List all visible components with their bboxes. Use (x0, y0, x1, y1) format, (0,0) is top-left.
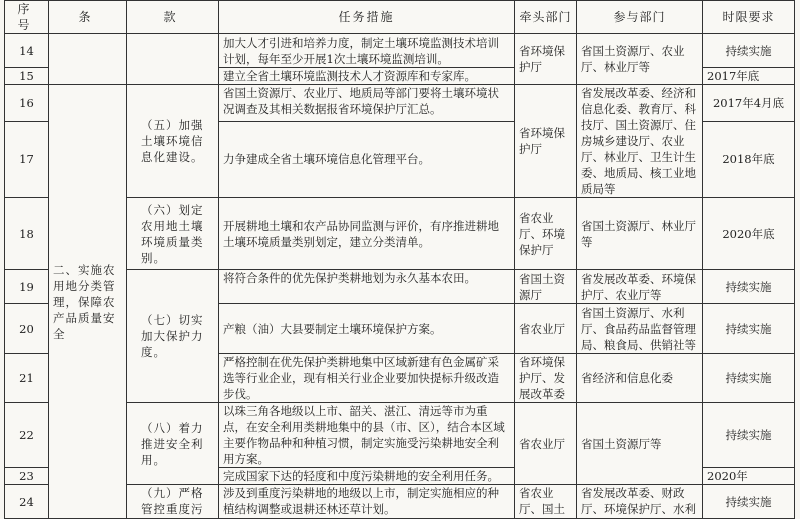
row-number: 16 (5, 85, 49, 122)
time-cell: 2018年底 (703, 121, 795, 197)
lead-cell: 省农业厅、国土 (515, 485, 577, 519)
time-cell: 2017年底 (703, 68, 795, 85)
row-number: 18 (5, 198, 49, 270)
participate-cell: 省国土资源厅、农业厅、林业厅等 (577, 34, 703, 85)
task-table (4, 0, 795, 519)
item-cell-empty (127, 34, 219, 85)
participate-cell: 省发展改革委、财政厅、环境保护厅、水利 (577, 485, 703, 519)
time-cell: 2020年 (703, 468, 795, 485)
item-cell: （五）加强土壤环境信息化建设。 (127, 85, 219, 198)
time-cell: 2017年4月底 (703, 85, 795, 122)
lead-cell: 省农业厅 (515, 403, 577, 485)
measure-cell: 严格控制在优先保护类耕地集中区域新建有色金属矿采选等行业企业，现有相关行业企业要加快提标升级改造步伐。 (219, 354, 515, 403)
participate-cell: 省国土资源厅等 (577, 403, 703, 485)
table-row (5, 85, 795, 122)
measure-cell: 力争建成全省土壤环境信息化管理平台。 (219, 121, 515, 197)
participate-cell: 省经济和信息化委 (577, 354, 703, 403)
header-row (5, 1, 795, 34)
header-time: 时限要求 (703, 1, 795, 34)
item-cell: （九）严格管控重度污 (127, 485, 219, 519)
measure-cell: 完成国家下达的轻度和中度污染耕地的安全利用任务。 (219, 468, 515, 485)
measure-cell: 加大人才引进和培养力度，制定土壤环境监测技术培训计划，每年至少开展1次土壤环境监测培训。 (219, 34, 515, 68)
row-number: 17 (5, 121, 49, 197)
lead-cell: 省国土资源厅 (515, 270, 577, 304)
measure-cell: 产粮（油）大县要制定土壤环境保护方案。 (219, 304, 515, 354)
header-lead: 牵头部门 (515, 1, 577, 34)
time-cell: 持续实施 (703, 485, 795, 519)
item-cell: （七）切实加大保护力度。 (127, 270, 219, 403)
header-cat: 条 (49, 1, 127, 34)
measure-cell: 将符合条件的优先保护类耕地划为永久基本农田。 (219, 270, 515, 304)
lead-cell: 省环境保护厅、发展改革委 (515, 354, 577, 403)
time-cell: 持续实施 (703, 270, 795, 304)
participate-cell: 省发展改革委、环境保护厅、农业厅等 (577, 270, 703, 304)
measure-cell: 涉及到重度污染耕地的地级以上市，制定实施相应的种植结构调整或退耕还林还草计划。 (219, 485, 515, 519)
row-number: 21 (5, 354, 49, 403)
lead-cell: 省农业厅、环境保护厅 (515, 198, 577, 270)
measure-cell: 建立全省土壤环境监测技术人才资源库和专家库。 (219, 68, 515, 85)
time-cell: 持续实施 (703, 354, 795, 403)
participate-cell: 省发展改革委、经济和信息化委、教育厅、科技厅、国土资源厅、住房城乡建设厅、农业厅、林业厅、卫生计生委、地质局、核工业地质局等 (577, 85, 703, 198)
category-cell-empty (49, 34, 127, 85)
participate-cell: 省国土资源厅、林业厅等 (577, 198, 703, 270)
header-measure: 任务措施 (219, 1, 515, 34)
measure-cell: 省国土资源厅、农业厅、地质局等部门要将土壤环境状况调查及其相关数据报省环境保护厅汇总。 (219, 85, 515, 122)
time-cell: 持续实施 (703, 304, 795, 354)
time-cell: 持续实施 (703, 403, 795, 468)
lead-cell: 省环境保护厅 (515, 34, 577, 85)
measure-cell: 以珠三角各地级以上市、韶关、湛江、清远等市为重点，在安全利用类耕地集中的县（市、区），结合本区域主要作物品种和种植习惯，制定实施受污染耕地安全利用方案。 (219, 403, 515, 468)
measure-cell: 开展耕地土壤和农产品协同监测与评价，有序推进耕地土壤环境质量类别划定，建立分类清单。 (219, 198, 515, 270)
row-number: 24 (5, 485, 49, 519)
row-number: 23 (5, 468, 49, 485)
item-cell: （八）着力推进安全利用。 (127, 403, 219, 485)
lead-cell: 省环境保护厅 (515, 85, 577, 198)
time-cell: 持续实施 (703, 34, 795, 68)
row-number: 22 (5, 403, 49, 468)
lead-cell: 省农业厅 (515, 304, 577, 354)
item-cell: （六）划定农用地土壤环境质量类别。 (127, 198, 219, 270)
row-number: 14 (5, 34, 49, 68)
row-number: 20 (5, 304, 49, 354)
header-participate: 参与部门 (577, 1, 703, 34)
category-cell: 二、实施农用地分类管理，保障农产品质量安全 (49, 85, 127, 519)
participate-cell: 省国土资源厅、水利厅、食品药品监督管理局、粮食局、供销社等 (577, 304, 703, 354)
header-item: 款 (127, 1, 219, 34)
header-no: 序号 (5, 1, 49, 34)
row-number: 19 (5, 270, 49, 304)
time-cell: 2020年底 (703, 198, 795, 270)
table-row (5, 34, 795, 68)
row-number: 15 (5, 68, 49, 85)
